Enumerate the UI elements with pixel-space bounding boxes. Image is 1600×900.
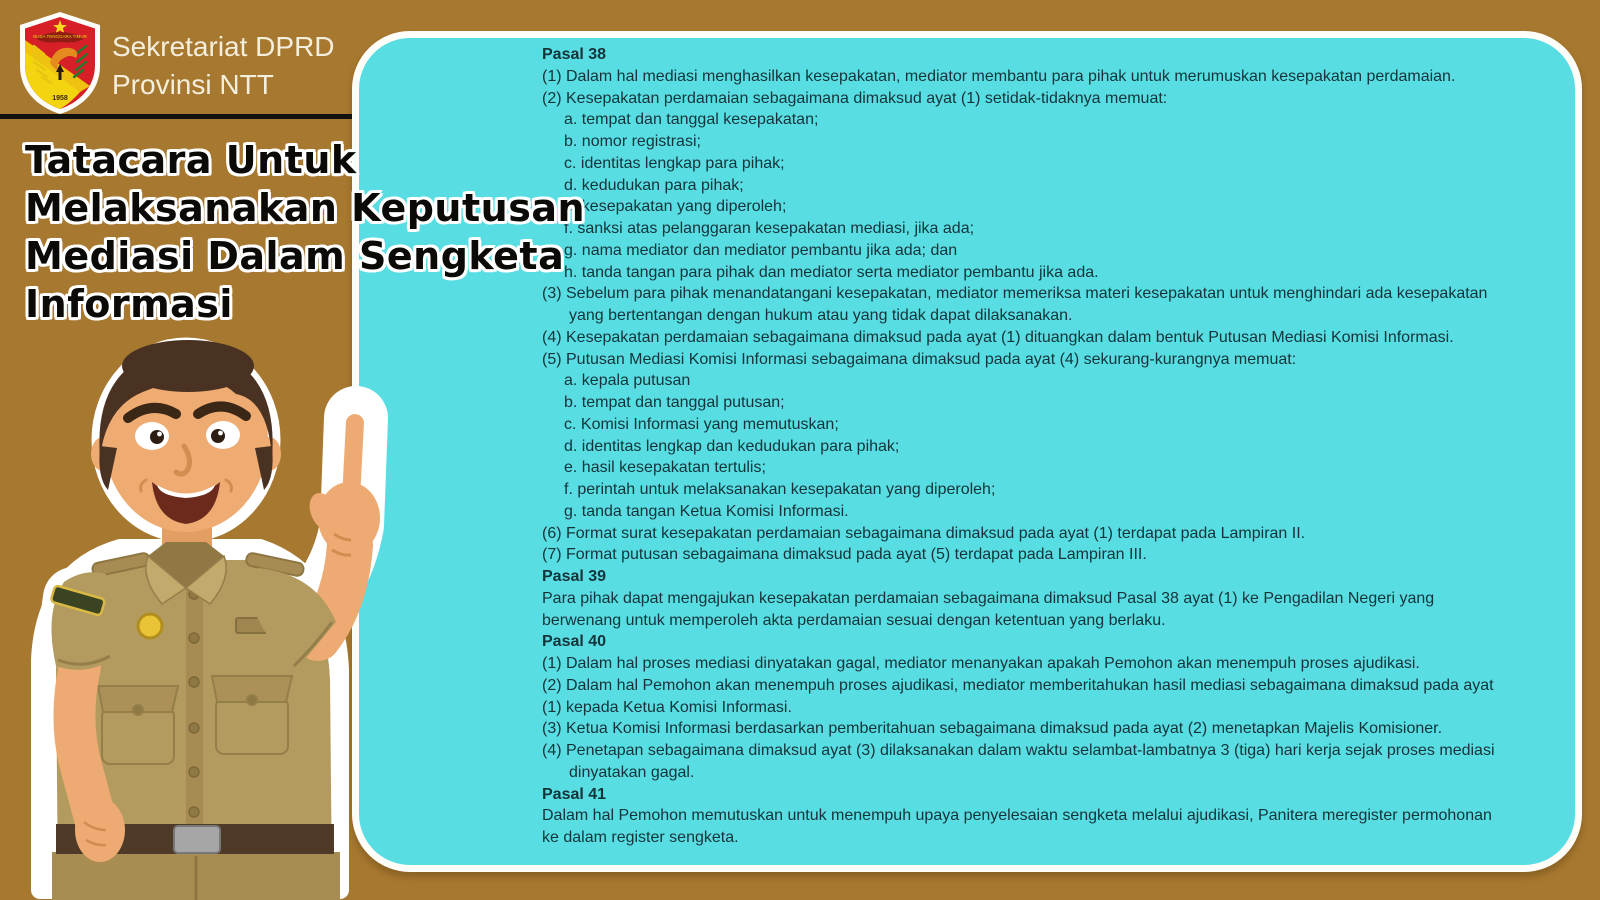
panel-text-line: a. tempat dan tanggal kesepakatan; xyxy=(564,111,819,129)
panel-text-line: Dalam hal Pemohon memutuskan untuk menempuh upaya penyelesaian sengketa melalui ajudikasi, Panitera meregister permohonan xyxy=(542,807,1492,825)
panel-text-line: h. tanda tangan para pihak dan mediator serta mediator pembantu jika ada. xyxy=(564,263,1099,281)
panel-text-line: g. nama mediator dan mediator pembantu jika ada; dan xyxy=(564,241,958,259)
uniformed-man-pointing-illustration xyxy=(0,330,450,900)
ntt-crest-icon xyxy=(14,10,106,116)
panel-text-line: d. kedudukan para pihak; xyxy=(564,176,744,194)
panel-text-line: d. identitas lengkap dan kedudukan para pihak; xyxy=(564,437,900,455)
panel-text-line: (7) Format putusan sebagaimana dimaksud pada ayat (5) terdapat pada Lampiran III. xyxy=(542,546,1147,564)
panel-text-line: g. tanda tangan Ketua Komisi Informasi. xyxy=(564,502,849,520)
panel-text-line: ke dalam register sengketa. xyxy=(542,829,739,846)
page-title xyxy=(25,136,585,328)
panel-text-line: e. kesepakatan yang diperoleh; xyxy=(564,198,787,216)
org-name-line1: Sekretariat DPRD xyxy=(112,31,335,62)
panel-text-line: yang bertentangan dengan hukum atau yang tidak dapat dilaksanakan. xyxy=(569,307,1073,324)
panel-text-line: (3) Ketua Komisi Informasi berdasarkan pemberitahuan sebagaimana dimaksud pada ayat (2) menetapkan Majelis Komisioner. xyxy=(542,720,1443,738)
panel-text-line: e. hasil kesepakatan tertulis; xyxy=(564,459,766,477)
panel-text-line: (4) Kesepakatan perdamaian sebagaimana dimaksud pada ayat (1) dituangkan dalam bentuk Putusan Mediasi Komisi Informasi. xyxy=(542,328,1454,346)
panel-text-line: c. Komisi Informasi yang memutuskan; xyxy=(564,415,839,433)
panel-text-line: Para pihak dapat mengajukan kesepakatan perdamaian sebagaimana dimaksud Pasal 38 ayat (1) ke Pengadilan Negeri yang xyxy=(542,589,1435,607)
panel-text-line: a. kepala putusan xyxy=(564,372,691,390)
page-title-line: Mediasi Dalam Sengketa xyxy=(25,234,565,278)
panel-text-line: (2) Kesepakatan perdamaian sebagaimana dimaksud ayat (1) setidak-tidaknya memuat: xyxy=(542,89,1168,107)
panel-text-line: (1) Dalam hal mediasi menghasilkan kesepakatan, mediator membantu para pihak untuk merumuskan kesepakatan perdamaian. xyxy=(542,67,1456,85)
page-title-line: Tatacara Untuk xyxy=(25,138,357,182)
panel-text-line: (2) Dalam hal Pemohon akan menempuh proses ajudikasi, mediator memberitahukan hasil mediasi sebagaimana dimaksud pada ayat xyxy=(542,676,1494,694)
crest-banner-text: NUSA TENGGARA TIMUR xyxy=(33,34,87,39)
pasal-heading: Pasal 40 xyxy=(542,633,607,651)
panel-text-line: (3) Sebelum para pihak menandatangani kesepakatan, mediator memeriksa materi kesepakatan untuk menghindari ada kesepakatan xyxy=(542,285,1488,303)
panel-text-line: f. sanksi atas pelanggaran kesepakatan mediasi, jika ada; xyxy=(564,220,975,237)
panel-text xyxy=(542,44,1562,849)
panel-text-line: (5) Putusan Mediasi Komisi Informasi sebagaimana dimaksud pada ayat (4) sekurang-kurangnya memuat: xyxy=(542,350,1297,368)
panel-text-line: f. perintah untuk melaksanakan kesepakatan yang diperoleh; xyxy=(564,481,996,498)
pasal-heading: Pasal 38 xyxy=(542,46,607,63)
pasal-heading: Pasal 41 xyxy=(542,785,607,803)
header-divider xyxy=(0,114,352,119)
panel-text-line: (6) Format surat kesepakatan perdamaian sebagaimana dimaksud pada ayat (1) terdapat pada Lampiran II. xyxy=(542,524,1306,542)
crest-year-text: 1958 xyxy=(52,95,68,102)
panel-text-line: c. identitas lengkap para pihak; xyxy=(564,154,785,172)
org-name xyxy=(112,28,335,104)
page-title-line: Informasi xyxy=(25,282,233,326)
panel-text-line: berwenang untuk memperoleh akta perdamaian sesuai dengan ketentuan yang berlaku. xyxy=(542,611,1166,629)
panel-text-line: (1) kepada Ketua Komisi Informasi. xyxy=(542,698,792,716)
panel-text-line: b. nomor registrasi; xyxy=(564,133,701,150)
page-title-line: Melaksanakan Keputusan xyxy=(25,186,586,230)
panel-text-line: (4) Penetapan sebagaimana dimaksud ayat (3) dilaksanakan dalam waktu selambat-lambatnya 3 (tiga) hari kerja sejak proses mediasi xyxy=(542,742,1495,759)
panel-text-line: b. tempat dan tanggal putusan; xyxy=(564,394,785,411)
panel-text-line: dinyatakan gagal. xyxy=(569,763,695,781)
panel-text-line: (1) Dalam hal proses mediasi dinyatakan gagal, mediator menanyakan apakah Pemohon akan menempuh proses ajudikasi. xyxy=(542,655,1420,672)
org-name-line2: Provinsi NTT xyxy=(112,69,274,100)
pasal-heading: Pasal 39 xyxy=(542,568,607,585)
header xyxy=(0,0,352,114)
